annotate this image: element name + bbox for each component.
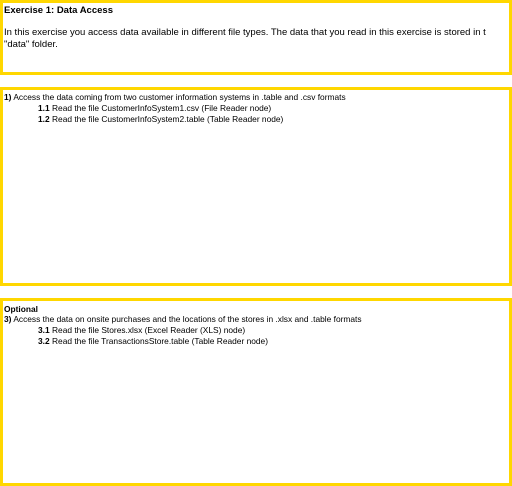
task-3-number: 3) [4,314,12,324]
task-1-text: Access the data coming from two customer information systems in .table and .csv formats [11,92,346,102]
subtask-1-2-text: Read the file CustomerInfoSystem2.table (Table Reader node) [49,114,284,124]
subtask-1-1-text: Read the file CustomerInfoSystem1.csv (File Reader node) [49,103,272,113]
subtask-3-2-number: 3.2 [38,336,50,346]
subtask-1-1-line [38,103,271,114]
exercise-intro-line-2: "data" folder. [4,39,58,50]
task-3-text: Access the data on onsite purchases and the locations of the stores in .xlsx and .table formats [11,314,362,324]
subtask-1-1-number: 1.1 [38,103,50,113]
subtask-3-1-text: Read the file Stores.xlsx (Excel Reader (XLS) node) [49,325,246,335]
task-1-annotation[interactable] [0,87,512,286]
exercise-intro-line-1: In this exercise you access data available in different file types. The data that you read in this exercise is stored in t [4,27,486,38]
optional-label: Optional [4,304,38,314]
subtask-3-2-line [38,336,268,347]
task-1-number: 1) [4,92,12,102]
subtask-3-2-text: Read the file TransactionsStore.table (Table Reader node) [49,336,268,346]
exercise-header-annotation[interactable] [0,0,512,75]
subtask-3-1-line [38,325,245,336]
subtask-1-2-number: 1.2 [38,114,50,124]
optional-task-annotation[interactable] [0,298,512,486]
subtask-1-2-line [38,114,283,125]
exercise-title: Exercise 1: Data Access [4,5,113,16]
task-1-line [4,92,346,103]
task-3-line [4,314,362,325]
exercise-intro [4,27,512,51]
subtask-3-1-number: 3.1 [38,325,50,335]
